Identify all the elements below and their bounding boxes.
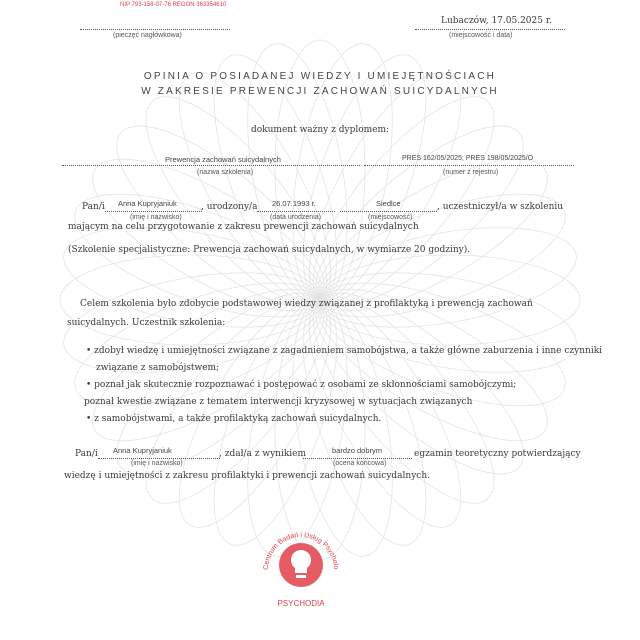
bullet-item-cont: związane z samobójstwem; <box>96 363 220 373</box>
bullet-item: poznał kwestie związane z tematem interwencji kryzysowej w sytuacjach związanych <box>84 397 473 407</box>
place-date-label: (miejscowość i data) <box>449 32 513 39</box>
guilloche-petal <box>281 278 489 548</box>
date-line <box>415 29 565 30</box>
company-seal <box>256 520 346 610</box>
seal-ring-text: Centrum Badań i Usług Psycholo <box>262 531 340 571</box>
born-label: , urodzony/a <box>201 202 258 212</box>
valid-with: dokument ważny z dyplomem: <box>251 125 390 135</box>
passed-label: , zdał/a z wynikiem <box>219 449 307 459</box>
name-line <box>105 211 202 212</box>
goal-line2: suicydalnych. Uczestnik szkolenia: <box>67 318 226 328</box>
specialization: (Szkolenie specjalistyczne: Prewencja zachowań suicydalnych, w wymiarze 20 godziny). <box>68 245 471 255</box>
participant-name: Anna Kupryjaniuk <box>118 199 177 208</box>
dob-label: (data urodzenia) <box>270 214 321 221</box>
title-line2: W ZAKRESIE PREWENCJI ZACHOWAŃ SUICYDALNYCH <box>141 86 499 97</box>
name-label: (imię i nazwisko) <box>130 214 182 221</box>
stamp-line <box>80 29 230 30</box>
register-label: (numer z rejestru) <box>443 169 499 176</box>
dob-line <box>257 211 335 212</box>
guilloche-petal <box>298 261 568 469</box>
place-date: Lubaczów, 17.05.2025 r. <box>441 16 553 26</box>
course-name-label: (nazwa szkolenia) <box>197 169 254 176</box>
birth-place: Siedlce <box>376 199 401 208</box>
place-label: (miejscowość) <box>368 214 413 221</box>
bullet-item: • poznał jak skutecznie rozpoznawać i postępować z osobami ze skłonnościami samobójczymi; <box>86 380 517 390</box>
pan-label: Pan/i <box>82 202 105 212</box>
result-name: Anna Kupryjaniuk <box>113 446 172 455</box>
name-line <box>98 458 220 459</box>
grade: bardzo dobrym <box>332 446 383 455</box>
purpose: mającym na celu przygotowanie z zakresu prewencji zachowań suicydalnych <box>68 222 419 232</box>
stamp-label: (pieczęć nagłówkowa) <box>113 32 182 39</box>
bullet-item: • zdobył wiedzę i umiejętności związane z zagadnieniem samobójstwa, a także główne zaburzenia i inne czynniki <box>86 346 603 356</box>
pan-label: Pan/i <box>75 449 98 459</box>
goal-line1: Celem szkolenia było zdobycie podstawowej wiedzy związanej z profilaktyką i prewencją zachowań <box>80 299 533 309</box>
place-line <box>340 211 437 212</box>
course-name: Prewencja zachowań suicydalnych <box>165 155 281 164</box>
register-number: PRES 162/05/2025; PRES 198/05/2025/O <box>402 155 534 162</box>
attended: , uczestniczył/a w szkoleniu <box>437 202 564 212</box>
seal-name: PSYCHODIA <box>277 599 325 608</box>
grade-label: (ocena końcowa) <box>333 460 387 467</box>
register-line <box>364 165 574 166</box>
grade-line <box>303 458 412 459</box>
title-line1: OPINIA O POSIADANEJ WIEDZY I UMIEJĘTNOŚCIACH <box>143 71 497 82</box>
exam-text: egzamin teoretyczny potwierdzający <box>414 449 581 459</box>
bullet-item: • z samobójstwami, a także profilaktyką zachowań suicydalnych. <box>86 414 382 424</box>
course-line <box>62 165 360 166</box>
name-label: (imię i nazwisko) <box>131 460 183 467</box>
stamp-text: NIP 793-158-07-76 REGON 363354610 <box>120 2 227 8</box>
result-line2: wiedzę i umiejętności z zakresu profilaktyki i prewencji zachowań suicydalnych. <box>64 471 430 481</box>
dob: 26.07.1993 r. <box>272 199 316 208</box>
